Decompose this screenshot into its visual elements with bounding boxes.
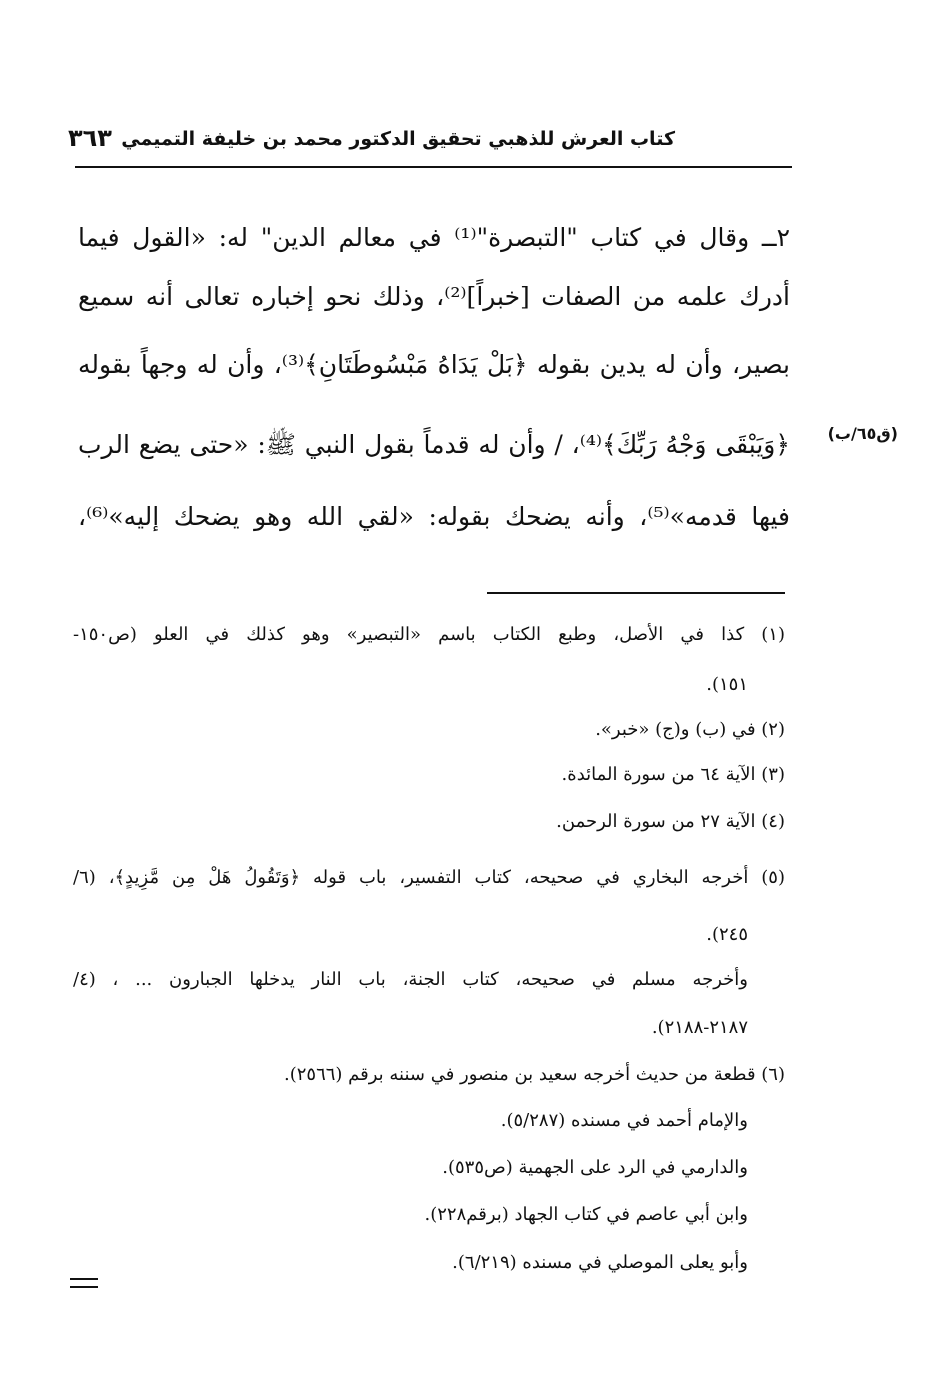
- footnote-5-cont: ٢٤٥).: [706, 924, 748, 945]
- footnote-1: (١) كذا في الأصل، وطبع الكتاب باسم «التبصير» وهو كذلك في العلو (ص١٥٠-: [73, 624, 785, 645]
- footnote-1-cont: ١٥١).: [706, 674, 748, 695]
- footnote-6: (٦) قطعة من حديث أخرجه سعيد بن منصور في سننه برقم (٢٥٦٦).: [283, 1064, 785, 1085]
- footnote-4: (٤) الآية ٢٧ من سورة الرحمن.: [556, 811, 785, 832]
- body-line-1: ٢ــ وقال في كتاب "التبصرة"⁽¹⁾ في معالم الدين" له: «القول فيما: [78, 223, 790, 252]
- footnote-6-abu-yala: وأبو يعلى الموصلي في مسنده (٦/٢١٩).: [452, 1252, 748, 1273]
- footnote-separator: [487, 592, 785, 594]
- footnote-2: (٢) في (ب) و(ج) «خبر».: [595, 719, 785, 740]
- page-end-mark: [70, 1278, 98, 1294]
- page-number: ٣٦٣: [68, 124, 112, 152]
- footnote-5-muslim-cont: ٢١٨٧-٢١٨٨).: [651, 1017, 748, 1038]
- footnote-3: (٣) الآية ٦٤ من سورة المائدة.: [561, 764, 785, 785]
- body-line-5: فيها قدمه»⁽⁵⁾، وأنه يضحك بقوله: «لقي الله وهو يضحك إليه»⁽⁶⁾،: [78, 502, 790, 531]
- footnote-6-ahmad: والإمام أحمد في مسنده (٥/٢٨٧).: [500, 1110, 748, 1131]
- footnote-5: (٥) أخرجه البخاري في صحيحه، كتاب التفسير، باب قوله ﴿وَتَقُولُ هَلْ مِن مَّزِيدٍ﴾، (٦/: [73, 867, 785, 888]
- body-line-2: أدرك علمه من الصفات [خبراً]⁽²⁾، وذلك نحو إخباره تعالى أنه سميع: [78, 282, 791, 311]
- footnote-5-muslim: وأخرجه مسلم في صحيحه، كتاب الجنة، باب النار يدخلها الجبارون ... ، (٤/: [73, 969, 748, 990]
- running-header-title: كتاب العرش للذهبي تحقيق الدكتور محمد بن خليفة التميمي: [121, 128, 675, 150]
- header-rule: [75, 166, 792, 168]
- body-line-3: بصير، وأن له يدين بقوله ﴿بَلْ يَدَاهُ مَبْسُوطَتَانِ﴾⁽³⁾، وأن له وجهاً بقوله: [78, 350, 790, 379]
- footnote-6-ibn-abi-asim: وابن أبي عاصم في كتاب الجهاد (برقم٢٢٨).: [424, 1204, 748, 1225]
- body-line-4: ﴿وَيَبْقَى وَجْهُ رَبِّكَ﴾⁽⁴⁾، / وأن له قدماً بقول النبي ﷺ: «حتى يضع الرب: [78, 430, 790, 459]
- footnote-6-darimi: والدارمي في الرد على الجهمية (ص٥٣٥).: [442, 1157, 748, 1178]
- manuscript-folio-note: (ق٦٥/ب): [827, 424, 898, 443]
